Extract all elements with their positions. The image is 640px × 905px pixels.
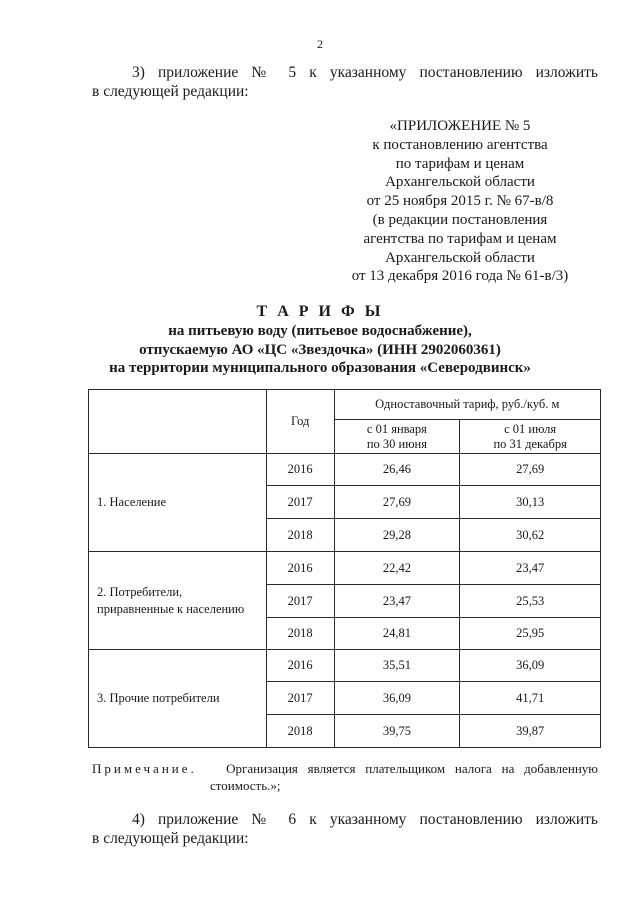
- appendix-line: Архангельской области: [385, 174, 535, 191]
- tariff-cell: 35,51: [334, 650, 460, 682]
- tariff-cell: 27,69: [460, 454, 601, 486]
- title-line: на территории муниципального образования «Северодвинск»: [109, 360, 531, 377]
- tariff-cell: 29,28: [334, 519, 460, 552]
- paragraph-3: [92, 63, 598, 101]
- year-cell: 2017: [266, 682, 334, 715]
- note-text: Организация является плательщиком налога на добавленную: [226, 761, 598, 776]
- year-cell: 2018: [266, 715, 334, 748]
- header-tariff: Одноставочный тариф, руб./куб. м: [334, 390, 600, 420]
- page-number: 2: [317, 37, 323, 51]
- appendix-line: от 13 декабря 2016 года № 61-в/3): [351, 268, 569, 285]
- paragraph-3-line-1: 3) приложение № 5 к указанному постановлению изложить: [132, 64, 598, 81]
- note-line-1: [92, 760, 598, 777]
- category-cell: [89, 454, 267, 552]
- header-period-1: [334, 420, 460, 454]
- tariff-cell: 26,46: [334, 454, 460, 486]
- title-heading: Т А Р И Ф Ы: [256, 303, 384, 320]
- appendix-line: (в редакции постановления: [372, 211, 548, 228]
- note-line-2: стоимость.»;: [210, 778, 281, 793]
- appendix-line: по тарифам и ценам: [395, 155, 525, 172]
- header-period-2: [460, 420, 601, 454]
- tariff-cell: 24,81: [334, 618, 460, 650]
- period-1-start: с 01 января: [366, 421, 427, 436]
- year-cell: 2017: [266, 585, 334, 618]
- category-name: приравненные к населению: [97, 601, 245, 616]
- tariff-cell: 36,09: [460, 650, 601, 682]
- table-row: [89, 552, 601, 585]
- category-name: 3. Прочие потребители: [97, 691, 220, 705]
- tariff-cell: 23,47: [334, 585, 460, 618]
- category-name: 1. Население: [97, 495, 167, 509]
- note: [92, 760, 598, 794]
- tariff-cell: 27,69: [334, 486, 460, 519]
- year-cell: 2018: [266, 519, 334, 552]
- year-cell: 2016: [266, 454, 334, 486]
- appendix-line: «ПРИЛОЖЕНИЕ № 5: [389, 118, 531, 134]
- tariff-cell: 36,09: [334, 682, 460, 715]
- category-name: 2. Потребители,: [97, 584, 183, 599]
- paragraph-4-line-1: 4) приложение № 6 к указанному постановлению изложить: [132, 811, 598, 828]
- tariff-title: [0, 303, 640, 378]
- category-cell: [89, 552, 267, 650]
- title-line: на питьевую воду (питьевое водоснабжение),: [168, 322, 472, 339]
- appendix-header: [340, 117, 580, 286]
- tariff-table: [88, 389, 601, 748]
- year-cell: 2016: [266, 650, 334, 682]
- tariff-cell: 25,95: [460, 618, 601, 650]
- period-2-start: с 01 июля: [504, 421, 557, 436]
- year-cell: 2016: [266, 552, 334, 585]
- appendix-line: к постановлению агентства: [372, 136, 548, 153]
- paragraph-3-line-2: в следующей редакции:: [92, 83, 249, 100]
- tariff-cell: 39,87: [460, 715, 601, 748]
- period-1-end: по 30 июня: [366, 436, 427, 451]
- note-label: Примечание.: [92, 761, 197, 776]
- appendix-line: от 25 ноября 2015 г. № 67-в/8: [366, 193, 554, 210]
- paragraph-4: [92, 810, 598, 848]
- appendix-line: Архангельской области: [385, 249, 535, 266]
- title-line: отпускаемую АО «ЦС «Звездочка» (ИНН 2902060361): [139, 341, 501, 358]
- tariff-cell: 23,47: [460, 552, 601, 585]
- tariff-cell: 30,62: [460, 519, 601, 552]
- tariff-cell: 22,42: [334, 552, 460, 585]
- paragraph-4-line-2: в следующей редакции:: [92, 830, 249, 847]
- period-2-end: по 31 декабря: [493, 436, 567, 451]
- header-empty-cell: [89, 390, 267, 454]
- table-row: [89, 454, 601, 486]
- header-year: Год: [266, 390, 334, 454]
- tariff-cell: 39,75: [334, 715, 460, 748]
- tariff-cell: 41,71: [460, 682, 601, 715]
- table-header-row: [89, 390, 601, 420]
- appendix-line: агентства по тарифам и ценам: [363, 230, 557, 247]
- table-row: [89, 650, 601, 682]
- year-cell: 2018: [266, 618, 334, 650]
- category-cell: [89, 650, 267, 748]
- year-cell: 2017: [266, 486, 334, 519]
- tariff-cell: 25,53: [460, 585, 601, 618]
- tariff-cell: 30,13: [460, 486, 601, 519]
